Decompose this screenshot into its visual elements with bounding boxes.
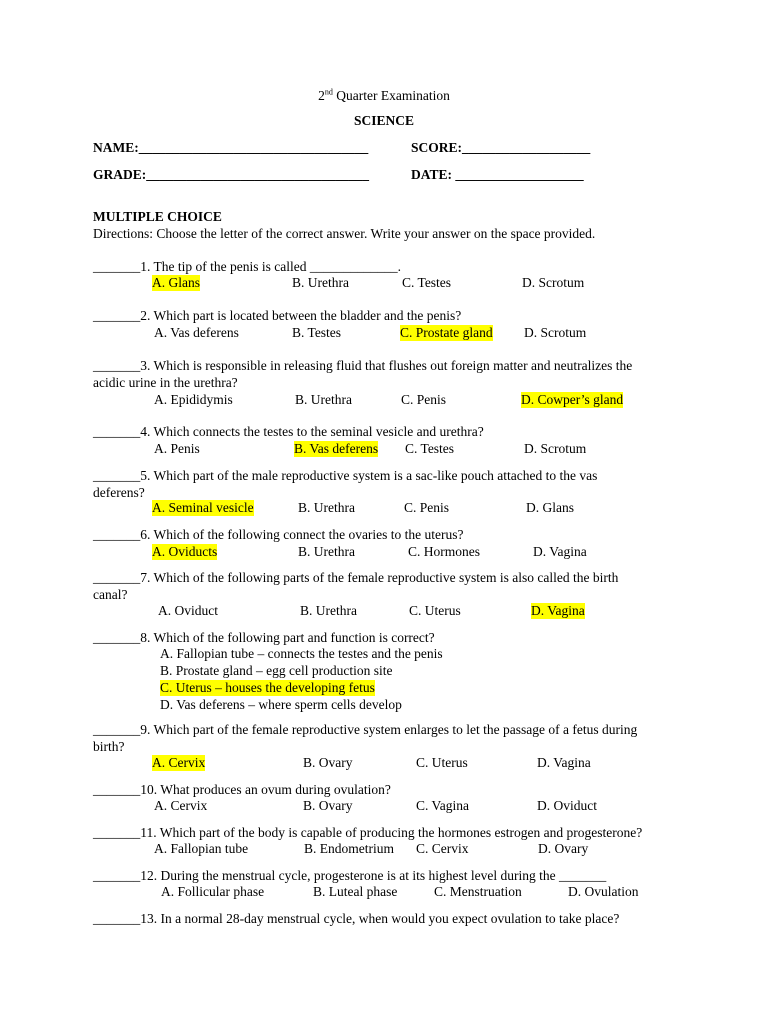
q6-option-b: B. Urethra: [298, 544, 355, 559]
q2-option-c: C. Prostate gland: [400, 325, 493, 340]
score-field[interactable]: SCORE:___________________: [411, 140, 591, 155]
q10-option-a: A. Cervix: [154, 798, 208, 813]
q9-option-c: C. Uterus: [416, 755, 468, 770]
q6-option-a: A. Oviducts: [152, 544, 218, 559]
date-field[interactable]: DATE: ___________________: [411, 167, 584, 182]
question-4: _______4. Which connects the testes to the seminal vesicle and urethra?: [93, 424, 484, 439]
q2-option-d: D. Scrotum: [524, 325, 587, 340]
exam-title: 2nd Quarter Examination: [318, 87, 450, 103]
question-10: _______10. What produces an ovum during ovulation?: [93, 782, 391, 797]
q6-option-c: C. Hormones: [408, 544, 480, 559]
q9-option-b: B. Ovary: [303, 755, 353, 770]
q11-option-d: D. Ovary: [538, 841, 589, 856]
q12-option-a: A. Follicular phase: [161, 884, 265, 899]
q1-option-c: C. Testes: [402, 275, 452, 290]
q8-option-b: B. Prostate gland – egg cell production site: [160, 663, 393, 678]
q8-option-c: C. Uterus – houses the developing fetus: [160, 680, 375, 695]
question-3: _______3. Which is responsible in releasing fluid that flushes out foreign matter and neutralizes the: [93, 358, 633, 373]
q10-option-c: C. Vagina: [416, 798, 469, 813]
q9-option-a: A. Cervix: [152, 755, 206, 770]
q5-option-d: D. Glans: [526, 500, 574, 515]
question-3-cont: acidic urine in the urethra?: [93, 375, 238, 390]
q4-option-d: D. Scrotum: [524, 441, 587, 456]
q8-option-a: A. Fallopian tube – connects the testes and the penis: [160, 646, 443, 661]
question-11: _______11. Which part of the body is capable of producing the hormones estrogen and progesterone?: [93, 825, 643, 840]
q4-option-a: A. Penis: [154, 441, 200, 456]
q5-option-c: C. Penis: [404, 500, 450, 515]
q6-option-d: D. Vagina: [533, 544, 587, 559]
question-13: _______13. In a normal 28-day menstrual cycle, when would you expect ovulation to take place?: [93, 911, 620, 926]
q4-option-c: C. Testes: [405, 441, 455, 456]
q7-option-d: D. Vagina: [531, 603, 585, 618]
q3-option-c: C. Penis: [401, 392, 447, 407]
section-title: MULTIPLE CHOICE: [93, 209, 222, 224]
q1-option-a: A. Glans: [152, 275, 200, 290]
question-8: _______8. Which of the following part and function is correct?: [93, 630, 435, 645]
q10-option-d: D. Oviduct: [537, 798, 597, 813]
q2-option-b: B. Testes: [292, 325, 342, 340]
q5-option-a: A. Seminal vesicle: [152, 500, 254, 515]
directions-text: Directions: Choose the letter of the correct answer. Write your answer on the space provided.: [93, 226, 596, 241]
q11-option-c: C. Cervix: [416, 841, 469, 856]
q11-option-a: A. Fallopian tube: [154, 841, 249, 856]
q2-option-a: A. Vas deferens: [154, 325, 239, 340]
q7-option-a: A. Oviduct: [158, 603, 218, 618]
q7-option-c: C. Uterus: [409, 603, 461, 618]
q3-option-d: D. Cowper’s gland: [521, 392, 624, 407]
q10-option-b: B. Ovary: [303, 798, 353, 813]
question-7: _______7. Which of the following parts of the female reproductive system is also called the birth: [93, 570, 619, 585]
q3-option-a: A. Epididymis: [154, 392, 233, 407]
q12-option-c: C. Menstruation: [434, 884, 522, 899]
subject-title: SCIENCE: [353, 113, 415, 128]
question-5-cont: deferens?: [93, 485, 145, 500]
q3-option-b: B. Urethra: [295, 392, 352, 407]
name-field[interactable]: NAME:__________________________________: [93, 140, 369, 155]
question-2: _______2. Which part is located between the bladder and the penis?: [93, 308, 462, 323]
q4-option-b: B. Vas deferens: [294, 441, 379, 456]
question-7-cont: canal?: [93, 587, 128, 602]
q12-option-b: B. Luteal phase: [313, 884, 398, 899]
q1-option-d: D. Scrotum: [522, 275, 585, 290]
question-9: _______9. Which part of the female reproductive system enlarges to let the passage of a fetus during: [93, 722, 638, 737]
question-1: _______1. The tip of the penis is called _____________.: [93, 259, 401, 274]
q8-option-d: D. Vas deferens – where sperm cells develop: [160, 697, 402, 712]
q11-option-b: B. Endometrium: [304, 841, 394, 856]
q7-option-b: B. Urethra: [300, 603, 357, 618]
question-5: _______5. Which part of the male reproductive system is a sac-like pouch attached to the vas: [93, 468, 598, 483]
question-12: _______12. During the menstrual cycle, progesterone is at its highest level during the _______: [93, 868, 607, 883]
question-6: _______6. Which of the following connect the ovaries to the uterus?: [93, 527, 464, 542]
q12-option-d: D. Ovulation: [568, 884, 639, 899]
question-9-cont: birth?: [93, 739, 125, 754]
grade-field[interactable]: GRADE:_________________________________: [93, 167, 369, 182]
q9-option-d: D. Vagina: [537, 755, 591, 770]
q5-option-b: B. Urethra: [298, 500, 355, 515]
q1-option-b: B. Urethra: [292, 275, 349, 290]
